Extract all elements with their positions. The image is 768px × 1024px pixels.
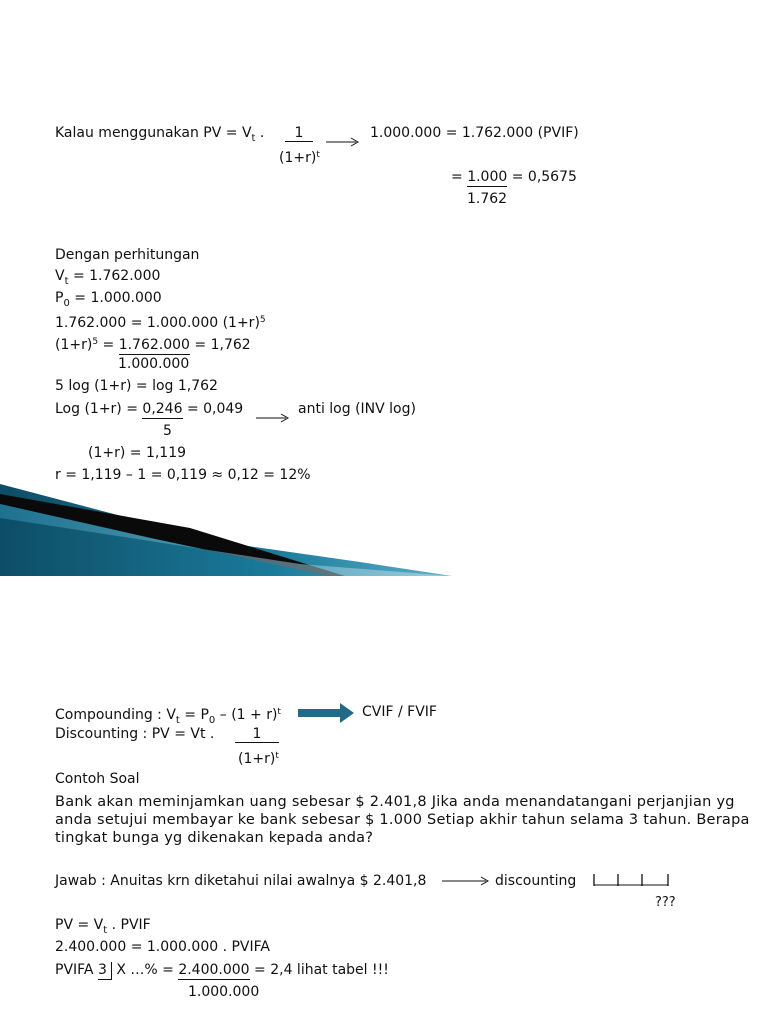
discounting-numerator: 1: [232, 725, 282, 743]
intro-dot: .: [255, 125, 265, 141]
intro-text: Kalau menggunakan PV = V: [55, 125, 252, 141]
timeline-icon: [592, 873, 672, 889]
intro-fraction-denominator: $(1+r)^t$: [279, 150, 320, 166]
annuity-n-bracket: 3: [98, 962, 112, 980]
problem-line-2: anda setujui membayar ke bank sebesar $ 1.000 Setiap akhir tahun selama 3 tahun. Berapa: [55, 812, 750, 828]
equation-2-numerator: 1.000: [467, 169, 508, 185]
pv-line: PV = $V_t$ . PVIF: [55, 917, 151, 936]
discounting-denominator: $(1+r)^t$: [238, 751, 279, 767]
compounding-result: CVIF / FVIF: [362, 704, 437, 720]
p0-line: $P_0 = 1.000.000$: [55, 290, 162, 309]
jawab-line: Jawab : Anuitas krn diketahui nilai awalnya $ 2.401,8: [55, 873, 427, 889]
unknown-marker: ???: [655, 895, 676, 910]
intro-line: [55, 124, 264, 148]
compounding-line: Compounding : $V_t = P_0 - (1 + r)^t$: [55, 707, 281, 726]
equation-1-rhs: 1.000.000 = 1.762.000 (PVIF): [370, 125, 579, 141]
equation-2-denominator: 1.762: [467, 191, 508, 207]
heading-dengan-perhitungan: Dengan perhitungan: [55, 247, 200, 263]
intro-subscript: t: [251, 133, 256, 144]
pvifa-numerator: 2.400.000: [178, 962, 250, 978]
ratio-numerator: 1.762.000: [118, 337, 190, 353]
intro-fraction-numerator: 1: [278, 124, 320, 142]
ratio-denominator: 1.000.000: [118, 356, 190, 372]
one-plus-r-line: (1+r) = 1,119: [88, 445, 187, 461]
ratio-line: $(1+r)^5 = 1.762.000 = 1,762$: [55, 337, 251, 353]
right-arrow-icon: [256, 413, 290, 423]
problem-line-1: Bank akan meminjamkan uang sebesar $ 2.401,8 Jika anda menandatangani perjanjian yg: [55, 794, 735, 810]
anti-log-text: anti log (INV log): [298, 401, 416, 417]
discounting-label: discounting: [495, 873, 577, 889]
pvifa-solve-line: PVIFA 3 X …% = 2.400.000 = 2,4 lihat tabel !!!: [55, 962, 389, 978]
right-arrow-icon: [326, 137, 360, 147]
pvifa-equation-line: 2.400.000 = 1.000.000 . PVIFA: [55, 939, 270, 955]
log-denominator: 5: [163, 423, 172, 439]
slide-decoration-swoosh: [0, 480, 460, 580]
problem-line-3: tingkat bunga yg dikenakan kepada anda?: [55, 830, 374, 846]
result-line: r = 1,119 – 1 = 0,119 ≈ 0,12 = 12%: [55, 467, 311, 483]
block-arrow-icon: [298, 703, 356, 723]
contoh-soal-heading: Contoh Soal: [55, 771, 140, 787]
log-division-line: Log (1+r) = 0,246 = 0,049: [55, 401, 244, 417]
right-arrow-icon: [442, 876, 490, 886]
discounting-line: Discounting : PV = Vt .: [55, 726, 215, 742]
equation-2: = 1.000 = 0,5675: [451, 169, 577, 185]
compound-line: 1.762.000 = 1.000.000 $(1+r)^5$: [55, 315, 266, 331]
log-numerator: 0,246: [142, 401, 183, 417]
vt-line: $V_t = 1.762.000$: [55, 268, 161, 287]
log-line: 5 log (1+r) = log 1,762: [55, 378, 218, 394]
pvifa-denominator: 1.000.000: [188, 984, 260, 1000]
